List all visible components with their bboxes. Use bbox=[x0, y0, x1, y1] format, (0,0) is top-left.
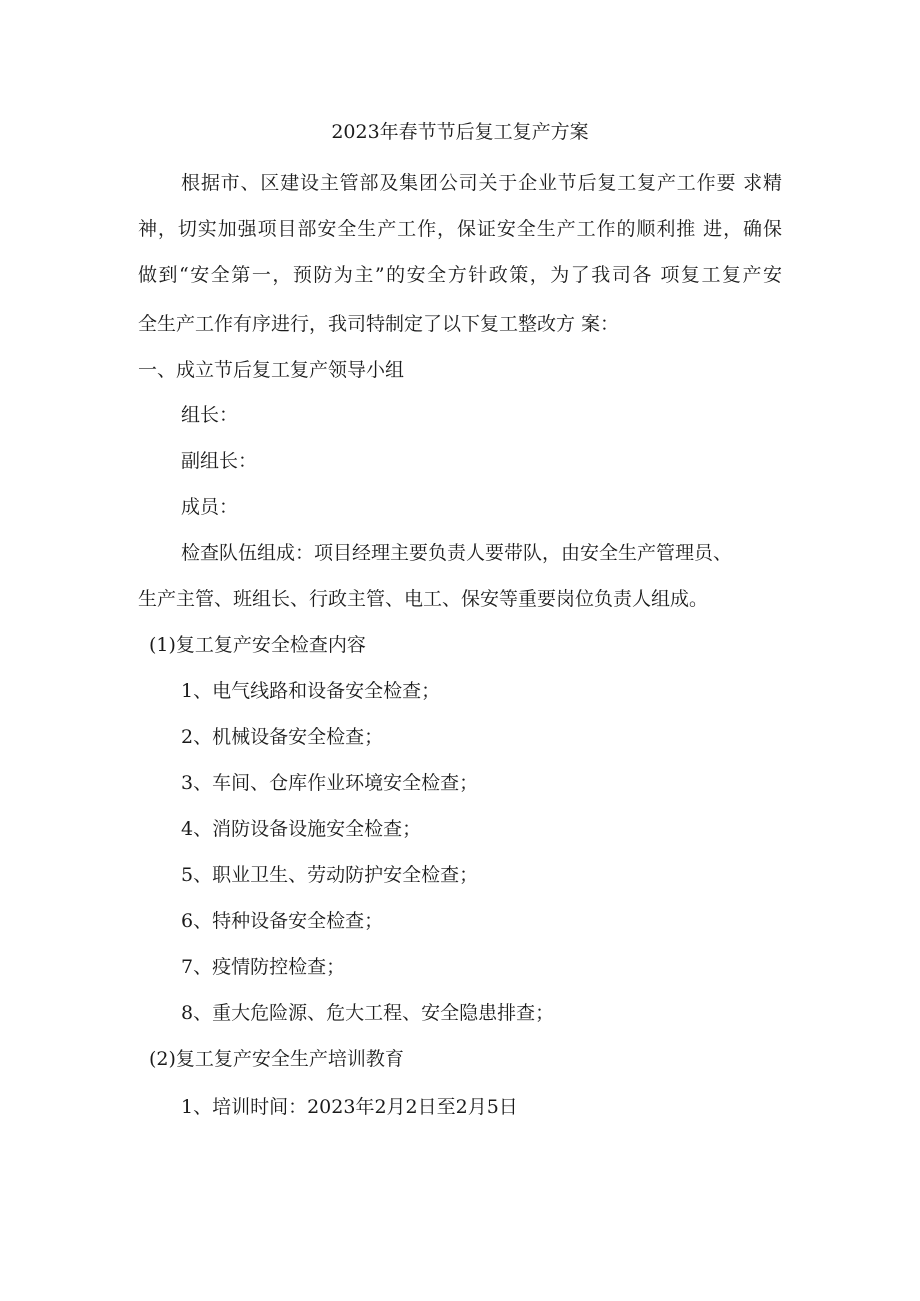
section1-heading: 一、成立节后复工复产领导小组 bbox=[138, 359, 405, 381]
list-item: 6、特种设备安全检查； bbox=[181, 910, 384, 932]
list-item: 7、疫情防控检查； bbox=[181, 956, 346, 978]
document-title: 2023年春节节后复工复产方案 bbox=[331, 121, 589, 143]
intro-line-3: 做到“安全第一，预防为主”的安全方针政策，为了我司各 项复工复产安 bbox=[138, 264, 782, 286]
sub2-heading: (2)复工复产安全生产培训教育 bbox=[149, 1048, 404, 1070]
deputy-leader-label: 副组长： bbox=[181, 450, 258, 472]
team-line-1: 检查队伍组成：项目经理主要负责人要带队，由安全生产管理员、 bbox=[181, 542, 733, 564]
list-item: 5、职业卫生、劳动防护安全检查； bbox=[181, 864, 479, 886]
list-item: 2、机械设备安全检查； bbox=[181, 726, 384, 748]
leader-label: 组长： bbox=[181, 404, 239, 426]
list-item: 1、培训时间：2023年2月2日至2月5日 bbox=[181, 1096, 518, 1118]
members-label: 成员： bbox=[181, 496, 239, 518]
list-item: 8、重大危险源、危大工程、安全隐患排查； bbox=[181, 1002, 555, 1024]
intro-line-1: 根据市、区建设主管部及集团公司关于企业节后复工复产工作要 求精 bbox=[181, 172, 782, 194]
list-item: 4、消防设备设施安全检查； bbox=[181, 818, 422, 840]
list-item: 3、车间、仓库作业环境安全检查； bbox=[181, 772, 479, 794]
intro-line-2: 神，切实加强项目部安全生产工作，保证安全生产工作的顺利推 进，确保 bbox=[138, 218, 782, 240]
sub1-heading: (1)复工复产安全检查内容 bbox=[149, 634, 366, 656]
intro-line-4: 全生产工作有序进行，我司特制定了以下复工整改方 案： bbox=[138, 313, 620, 335]
list-item: 1、电气线路和设备安全检查； bbox=[181, 680, 441, 702]
team-line-2: 生产主管、班组长、行政主管、电工、保安等重要岗位负责人组成。 bbox=[138, 588, 709, 610]
